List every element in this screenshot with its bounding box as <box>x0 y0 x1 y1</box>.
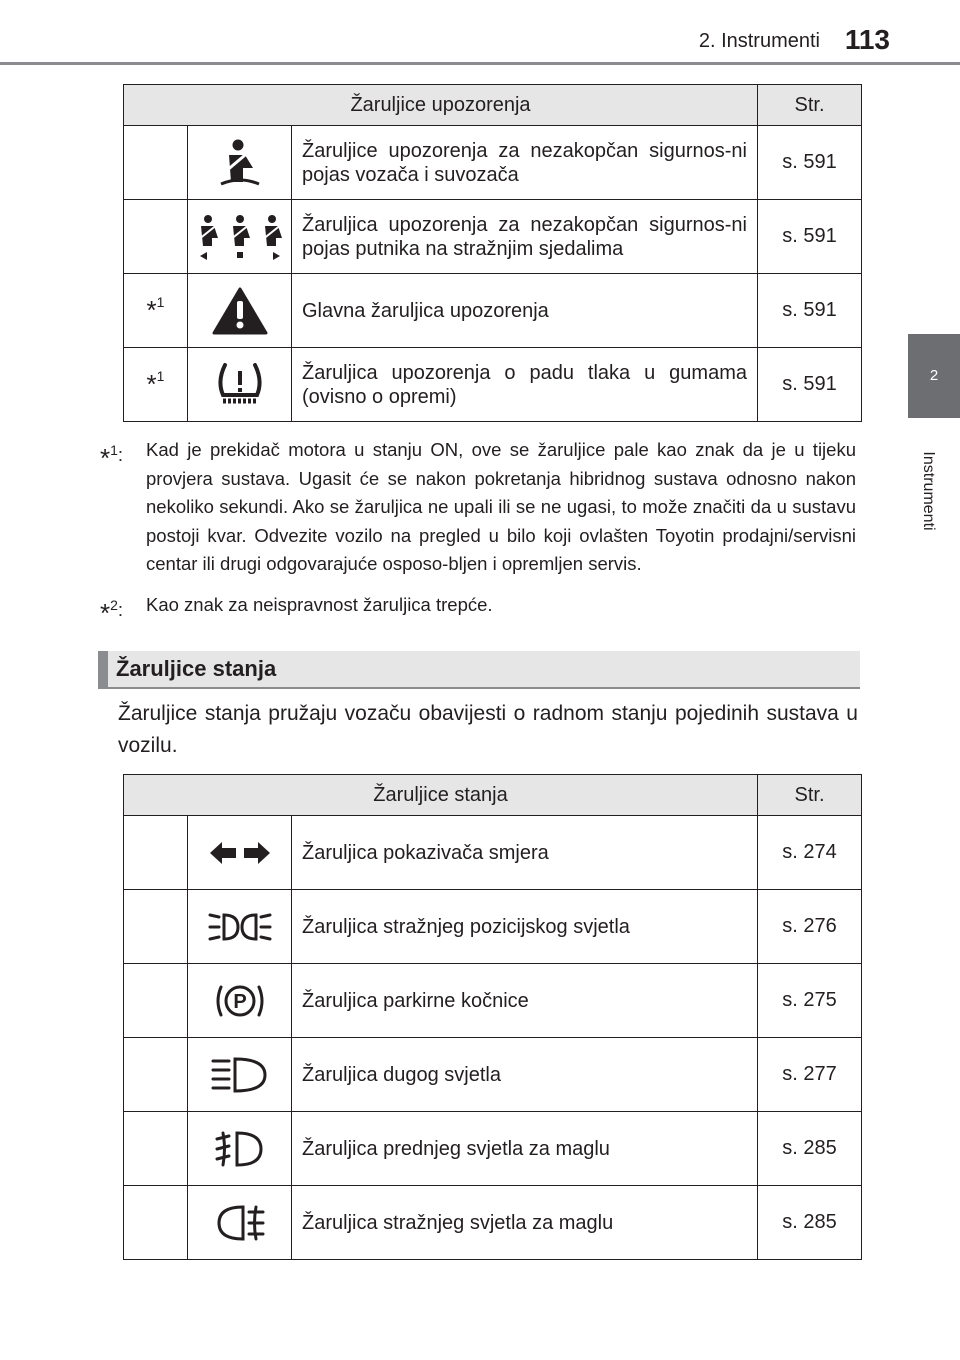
chapter-label-text: Instrumenti <box>920 451 937 531</box>
chapter-tab[interactable]: 2 <box>908 334 960 418</box>
table-row <box>124 964 862 1038</box>
description-cell: Žaruljica pokazivača smjera <box>292 816 758 890</box>
note-cell <box>124 200 188 274</box>
description-cell: Žaruljica parkirne kočnice <box>292 964 758 1038</box>
intro-paragraph: Žaruljice stanja pružaju vozaču obavijesti o radnom stanju pojedinih sustava u vozilu. <box>118 702 858 757</box>
page-ref-cell: s. 275 <box>758 964 862 1038</box>
footnote-number: 1 <box>156 368 165 384</box>
section-heading-text: Žaruljice stanja <box>116 656 277 681</box>
icon-cell <box>188 816 292 890</box>
footnote-number: 2 <box>110 596 118 613</box>
icon-cell <box>188 126 292 200</box>
column-header-name: Žaruljice upozorenja <box>124 85 758 126</box>
footnote-1 <box>100 436 856 579</box>
table-row <box>124 274 862 348</box>
page-ref-cell: s. 276 <box>758 890 862 964</box>
table-row <box>124 1186 862 1260</box>
page-ref-cell: s. 591 <box>758 126 862 200</box>
page-ref-cell: s. 274 <box>758 816 862 890</box>
page-ref-cell: s. 591 <box>758 274 862 348</box>
table-header-row <box>124 85 862 126</box>
column-header-page: Str. <box>758 85 862 126</box>
table-row <box>124 816 862 890</box>
icon-cell <box>188 890 292 964</box>
svg-text:P: P <box>232 990 247 1013</box>
table-row <box>124 126 862 200</box>
note-cell <box>124 964 188 1038</box>
high-beam-icon <box>211 1055 269 1095</box>
description-cell: Glavna žaruljica upozorenja <box>292 274 758 348</box>
icon-cell <box>188 274 292 348</box>
table-header-row <box>124 775 862 816</box>
footnote-mark <box>100 436 123 473</box>
seatbelt-reminder-icon <box>215 138 265 188</box>
footnote-2 <box>100 591 856 628</box>
note-cell <box>124 890 188 964</box>
tail-light-icon <box>208 909 272 945</box>
page-ref-cell: s. 591 <box>758 348 862 422</box>
note-cell <box>124 1038 188 1112</box>
note-cell <box>124 1112 188 1186</box>
status-lights-table <box>123 774 862 1260</box>
description-cell: Žaruljice upozorenja za nezakopčan sigurnos-ni pojas vozača i suvozača <box>292 126 758 200</box>
master-warning-icon <box>212 287 268 335</box>
footnote-text: Kao znak za neispravnost žaruljica trepće. <box>146 593 493 615</box>
page-ref-cell: s. 285 <box>758 1112 862 1186</box>
description-cell: Žaruljica stražnjeg svjetla za maglu <box>292 1186 758 1260</box>
note-cell <box>124 1186 188 1260</box>
section-heading <box>98 651 860 689</box>
icon-cell <box>188 348 292 422</box>
table-row <box>124 1038 862 1112</box>
footnote-mark <box>100 591 123 628</box>
footnote-star: * <box>146 369 157 399</box>
footnotes <box>100 436 856 628</box>
parking-brake-icon <box>213 979 267 1023</box>
description-cell: Žaruljica upozorenja za nezakopčan sigurnos-ni pojas putnika na stražnjim sjedalima <box>292 200 758 274</box>
footnote-number: 1 <box>156 294 165 310</box>
rear-fog-light-icon <box>215 1203 265 1243</box>
footnote-star: * <box>146 295 157 325</box>
description-cell: Žaruljica stražnjeg pozicijskog svjetla <box>292 890 758 964</box>
chapter-label <box>918 426 938 556</box>
icon-cell <box>188 1186 292 1260</box>
front-fog-light-icon <box>215 1129 265 1169</box>
table-row <box>124 200 862 274</box>
page-ref-cell: s. 591 <box>758 200 862 274</box>
column-header-name: Žaruljice stanja <box>124 775 758 816</box>
note-cell <box>124 126 188 200</box>
description-cell: Žaruljica upozorenja o padu tlaka u gumama (ovisno o opremi) <box>292 348 758 422</box>
warning-lights-table <box>123 84 862 422</box>
footnote-separator: : <box>117 444 124 465</box>
rear-seatbelt-reminder-icon <box>192 214 288 260</box>
footnote-star: * <box>100 443 111 473</box>
tire-pressure-warning-icon <box>215 361 265 409</box>
page-number: 113 <box>844 24 890 55</box>
footnote-separator: : <box>117 598 124 620</box>
footnote-star: * <box>100 597 111 628</box>
section-title: 2. Instrumenti <box>698 30 820 52</box>
page-header <box>0 0 960 64</box>
turn-signal-icon <box>208 839 272 867</box>
table-row <box>124 890 862 964</box>
note-cell <box>124 274 188 348</box>
footnote-text: Kad je prekidač motora u stanju ON, ove se žaruljice pale kao znak da je u tijeku provjera sustava. Ugasit će se nakon pokretanja hibridnog sustava odnosno nakon nekoliko sekundi. Ako se žaruljica ne upali ili se ne ugasi, to može značiti da u sustavu postoji kvar. Odvezite vozilo na pregled u bilo koji ovlašten Toyotin prodajni/servisni centar ili drugi odgovarajuće osposo-bljen i opremljen servis. <box>146 439 856 574</box>
description-cell: Žaruljica prednjeg svjetla za maglu <box>292 1112 758 1186</box>
icon-cell <box>188 1038 292 1112</box>
page-ref-cell: s. 277 <box>758 1038 862 1112</box>
heading-bar <box>98 651 108 689</box>
icon-cell <box>188 200 292 274</box>
footnote-number: 1 <box>110 442 118 458</box>
description-cell: Žaruljica dugog svjetla <box>292 1038 758 1112</box>
page-ref-cell: s. 285 <box>758 1186 862 1260</box>
icon-cell <box>188 964 292 1038</box>
column-header-page: Str. <box>758 775 862 816</box>
table-row <box>124 348 862 422</box>
header-rule <box>0 62 960 65</box>
icon-cell <box>188 1112 292 1186</box>
note-cell <box>124 816 188 890</box>
table-row <box>124 1112 862 1186</box>
note-cell <box>124 348 188 422</box>
